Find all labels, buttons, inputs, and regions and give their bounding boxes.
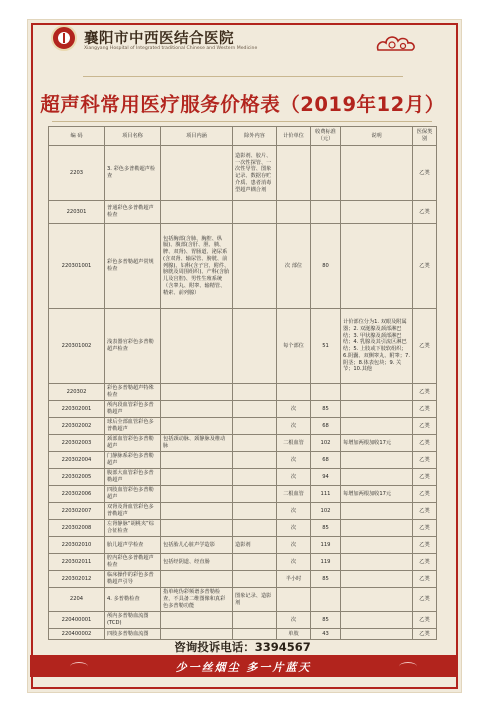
cell-ins: 乙类	[413, 224, 437, 309]
cell-name: 左肾静脉“胡桃夹”综合征检查	[105, 520, 161, 537]
cell-unit: 次	[277, 520, 311, 537]
cell-exclude	[233, 520, 277, 537]
cell-note	[341, 401, 413, 418]
cell-content: 包括胎儿心脏声学造影	[161, 537, 233, 554]
cell-name: 4. 多普勒检查	[105, 588, 161, 612]
cell-note: 计价部位分为1. 双眼及附属器；2. 双涎腺及颈部淋巴结；3. 甲状腺及颈部淋巴结；4. 乳腺及其引流区淋巴结；5. 上肢或下肢软组织；6.阴囊、双侧睾丸、附睾；7. 阴茎；8.体表包块；9. 关节；10.其他	[341, 309, 413, 384]
cell-note	[341, 201, 413, 224]
cell-ins: 乙类	[413, 571, 437, 588]
cell-exclude	[233, 612, 277, 629]
cell-note	[341, 629, 413, 640]
table-row	[49, 452, 437, 469]
cell-code: 220302008	[49, 520, 105, 537]
column-header: 编 码	[49, 127, 105, 146]
cell-code: 220400002	[49, 629, 105, 640]
cell-price	[311, 146, 341, 201]
cell-note	[341, 452, 413, 469]
cell-ins: 乙类	[413, 503, 437, 520]
cell-content	[161, 452, 233, 469]
table-row	[49, 486, 437, 503]
cell-exclude	[233, 452, 277, 469]
cell-unit	[277, 588, 311, 612]
cell-price: 85	[311, 571, 341, 588]
cell-code: 220400001	[49, 612, 105, 629]
cell-name: 四肢血管彩色多普勒超声	[105, 486, 161, 503]
cell-unit	[277, 146, 311, 201]
cell-ins: 乙类	[413, 309, 437, 384]
cell-name: 颅内段血管彩色多普勒超声	[105, 401, 161, 418]
cell-price: 80	[311, 224, 341, 309]
column-header: 医保类别	[413, 127, 437, 146]
cell-price: 68	[311, 418, 341, 435]
cell-code: 220302010	[49, 537, 105, 554]
cell-exclude	[233, 554, 277, 571]
cell-exclude: 造影剂	[233, 537, 277, 554]
column-header: 计价单位	[277, 127, 311, 146]
cell-note	[341, 571, 413, 588]
cell-content	[161, 469, 233, 486]
cell-code: 220302001	[49, 401, 105, 418]
cell-price: 85	[311, 520, 341, 537]
auspicious-cloud-icon	[374, 32, 418, 56]
table-row	[49, 146, 437, 201]
cell-unit: 次	[277, 503, 311, 520]
cell-unit	[277, 384, 311, 401]
table-row	[49, 435, 437, 452]
cell-code: 220302005	[49, 469, 105, 486]
cell-content: 指单纯伪彩频谱多普勒检查，不具备二维图像和真彩色多普勒功能	[161, 588, 233, 612]
slogan-band	[30, 655, 457, 677]
table-row	[49, 612, 437, 629]
cell-content: 包括颈动脉、颈静脉及椎动脉	[161, 435, 233, 452]
cell-price	[311, 588, 341, 612]
cell-exclude	[233, 486, 277, 503]
table-row	[49, 571, 437, 588]
cell-exclude	[233, 629, 277, 640]
cell-price: 85	[311, 612, 341, 629]
cell-content	[161, 486, 233, 503]
table-row	[49, 401, 437, 418]
cell-unit: 每个部位	[277, 309, 311, 384]
cell-name: 彩色多普勒超声特殊检查	[105, 384, 161, 401]
column-header: 除外内容	[233, 127, 277, 146]
cell-note	[341, 503, 413, 520]
cell-exclude	[233, 224, 277, 309]
cell-name: 腔内彩色多普勒超声检查	[105, 554, 161, 571]
cell-price: 68	[311, 452, 341, 469]
cell-ins: 乙类	[413, 554, 437, 571]
cell-unit: 次	[277, 418, 311, 435]
cell-price: 119	[311, 554, 341, 571]
cell-price: 85	[311, 401, 341, 418]
cell-name: 双肾及肾血管彩色多普勒超声	[105, 503, 161, 520]
cell-name: 3. 彩色多普勒超声检查	[105, 146, 161, 201]
table-row	[49, 418, 437, 435]
cell-note: 每增加两根加收17元	[341, 435, 413, 452]
cell-unit: 次	[277, 554, 311, 571]
header-divider	[83, 76, 403, 77]
cell-name: 四肢多普勒血流图	[105, 629, 161, 640]
cell-price	[311, 201, 341, 224]
cell-price: 102	[311, 435, 341, 452]
cell-exclude	[233, 435, 277, 452]
cell-price: 102	[311, 503, 341, 520]
cell-unit: 次	[277, 612, 311, 629]
cell-content	[161, 503, 233, 520]
cell-name: 门静脉系彩色多普勒超声	[105, 452, 161, 469]
cell-content	[161, 201, 233, 224]
cell-ins: 乙类	[413, 612, 437, 629]
cell-ins: 乙类	[413, 469, 437, 486]
cell-name: 普通彩色多普勒超声检查	[105, 201, 161, 224]
complaint-hotline: 咨询投诉电话：3394567	[174, 640, 311, 654]
table-row	[49, 224, 437, 309]
cell-ins: 乙类	[413, 201, 437, 224]
cell-name: 腹部大血管彩色多普勒超声	[105, 469, 161, 486]
cell-price: 51	[311, 309, 341, 384]
cell-exclude	[233, 418, 277, 435]
table-row	[49, 554, 437, 571]
cell-name: 胎儿超声学检查	[105, 537, 161, 554]
cell-price: 111	[311, 486, 341, 503]
cell-ins: 乙类	[413, 418, 437, 435]
cell-unit: 单肢	[277, 629, 311, 640]
hospital-name-english: Xiangyang Hospital of Integrated traditional Chinese and Western Medicine	[84, 46, 258, 51]
cell-name: 彩色多普勒超声常规检查	[105, 224, 161, 309]
cell-note	[341, 520, 413, 537]
cell-code: 220302007	[49, 503, 105, 520]
cell-code: 220301001	[49, 224, 105, 309]
title-divider	[52, 121, 432, 122]
cell-price	[311, 384, 341, 401]
cell-content	[161, 629, 233, 640]
cell-note	[341, 612, 413, 629]
cell-ins: 乙类	[413, 452, 437, 469]
cell-note	[341, 384, 413, 401]
cell-code: 220302002	[49, 418, 105, 435]
cell-note	[341, 554, 413, 571]
cell-content	[161, 384, 233, 401]
cell-code: 220301002	[49, 309, 105, 384]
cell-exclude	[233, 309, 277, 384]
cell-unit: 次	[277, 537, 311, 554]
cell-note: 每增加两根加收17元	[341, 486, 413, 503]
table-row	[49, 201, 437, 224]
cell-unit: 二根血管	[277, 435, 311, 452]
table-row	[49, 537, 437, 554]
table-row	[49, 588, 437, 612]
page-title: 超声科常用医疗服务价格表（2019年12月）	[40, 93, 445, 116]
cell-code: 220302011	[49, 554, 105, 571]
cell-ins: 乙类	[413, 146, 437, 201]
cell-note	[341, 224, 413, 309]
cell-exclude	[233, 571, 277, 588]
cell-note	[341, 537, 413, 554]
cell-ins: 乙类	[413, 520, 437, 537]
cell-ins: 乙类	[413, 435, 437, 452]
table-row	[49, 503, 437, 520]
table-row	[49, 629, 437, 640]
cell-unit: 次	[277, 452, 311, 469]
cell-code: 2204	[49, 588, 105, 612]
cell-ins: 乙类	[413, 588, 437, 612]
cell-name: 球后全部血管彩色多普勒超声	[105, 418, 161, 435]
cell-exclude	[233, 401, 277, 418]
cell-exclude: 图象记录、造影剂	[233, 588, 277, 612]
cell-content	[161, 612, 233, 629]
cell-unit: 次	[277, 401, 311, 418]
cell-code: 220302004	[49, 452, 105, 469]
cell-content	[161, 571, 233, 588]
cell-code: 220302003	[49, 435, 105, 452]
cell-content	[161, 401, 233, 418]
cell-ins: 乙类	[413, 401, 437, 418]
cell-ins: 乙类	[413, 486, 437, 503]
cell-note	[341, 418, 413, 435]
table-row	[49, 309, 437, 384]
cell-unit	[277, 201, 311, 224]
cell-unit: 半小时	[277, 571, 311, 588]
column-header: 项目名称	[105, 127, 161, 146]
column-header: 项目内涵	[161, 127, 233, 146]
price-table	[48, 126, 437, 640]
cell-exclude	[233, 201, 277, 224]
cell-name: 颅内多普勒血流图(TCD)	[105, 612, 161, 629]
column-header: 收费标准（元）	[311, 127, 341, 146]
cell-unit: 次 部位	[277, 224, 311, 309]
cell-ins: 乙类	[413, 629, 437, 640]
cell-ins: 乙类	[413, 537, 437, 554]
cell-price: 43	[311, 629, 341, 640]
cell-content	[161, 520, 233, 537]
cell-code: 2203	[49, 146, 105, 201]
cell-content: 包括经阴道、经直肠	[161, 554, 233, 571]
hospital-name: 襄阳市中西医结合医院	[84, 31, 234, 47]
cell-unit: 次	[277, 469, 311, 486]
cell-code: 220301	[49, 201, 105, 224]
cell-content	[161, 309, 233, 384]
cell-note	[341, 588, 413, 612]
cell-note	[341, 469, 413, 486]
cell-code: 220302006	[49, 486, 105, 503]
cell-name: 临床操作的彩色多普勒超声引导	[105, 571, 161, 588]
table-row	[49, 469, 437, 486]
table-header-row	[49, 127, 437, 146]
cell-unit: 二根血管	[277, 486, 311, 503]
cell-note	[341, 146, 413, 201]
slogan: 少一丝烟尘 多一片蓝天	[175, 661, 312, 674]
cell-name: 颈部血管彩色多普勒超声	[105, 435, 161, 452]
column-header: 说明	[341, 127, 413, 146]
cell-name: 浅表器官彩色多普勒超声检查	[105, 309, 161, 384]
cell-ins: 乙类	[413, 384, 437, 401]
cell-content	[161, 418, 233, 435]
table-row	[49, 520, 437, 537]
cell-code: 220302012	[49, 571, 105, 588]
cell-exclude	[233, 469, 277, 486]
cell-exclude	[233, 384, 277, 401]
cell-exclude: 造影剂、胶片、一次性探管、一次性导管、图象记录、数据存贮介质、患者消毒型超声耦合剂	[233, 146, 277, 201]
table-row	[49, 384, 437, 401]
hospital-logo-icon	[51, 25, 77, 51]
cell-price: 119	[311, 537, 341, 554]
cell-price: 94	[311, 469, 341, 486]
cell-content: 包括胸部(含肺、胸腔、纵膈)、腹部(含肝、胆、胰、脾、双肾)、胃肠道、泌尿系(含双肾、输尿管、膀胱、前列腺)、妇科(含子宫、附件、膀胱及周围组织)、产科(含胎儿及宫腔)、男性生殖系统（含睾丸、附睾、输精管、精索、前列腺）	[161, 224, 233, 309]
cell-content	[161, 146, 233, 201]
cell-exclude	[233, 503, 277, 520]
cell-code: 220302	[49, 384, 105, 401]
band-decoration	[399, 662, 417, 671]
